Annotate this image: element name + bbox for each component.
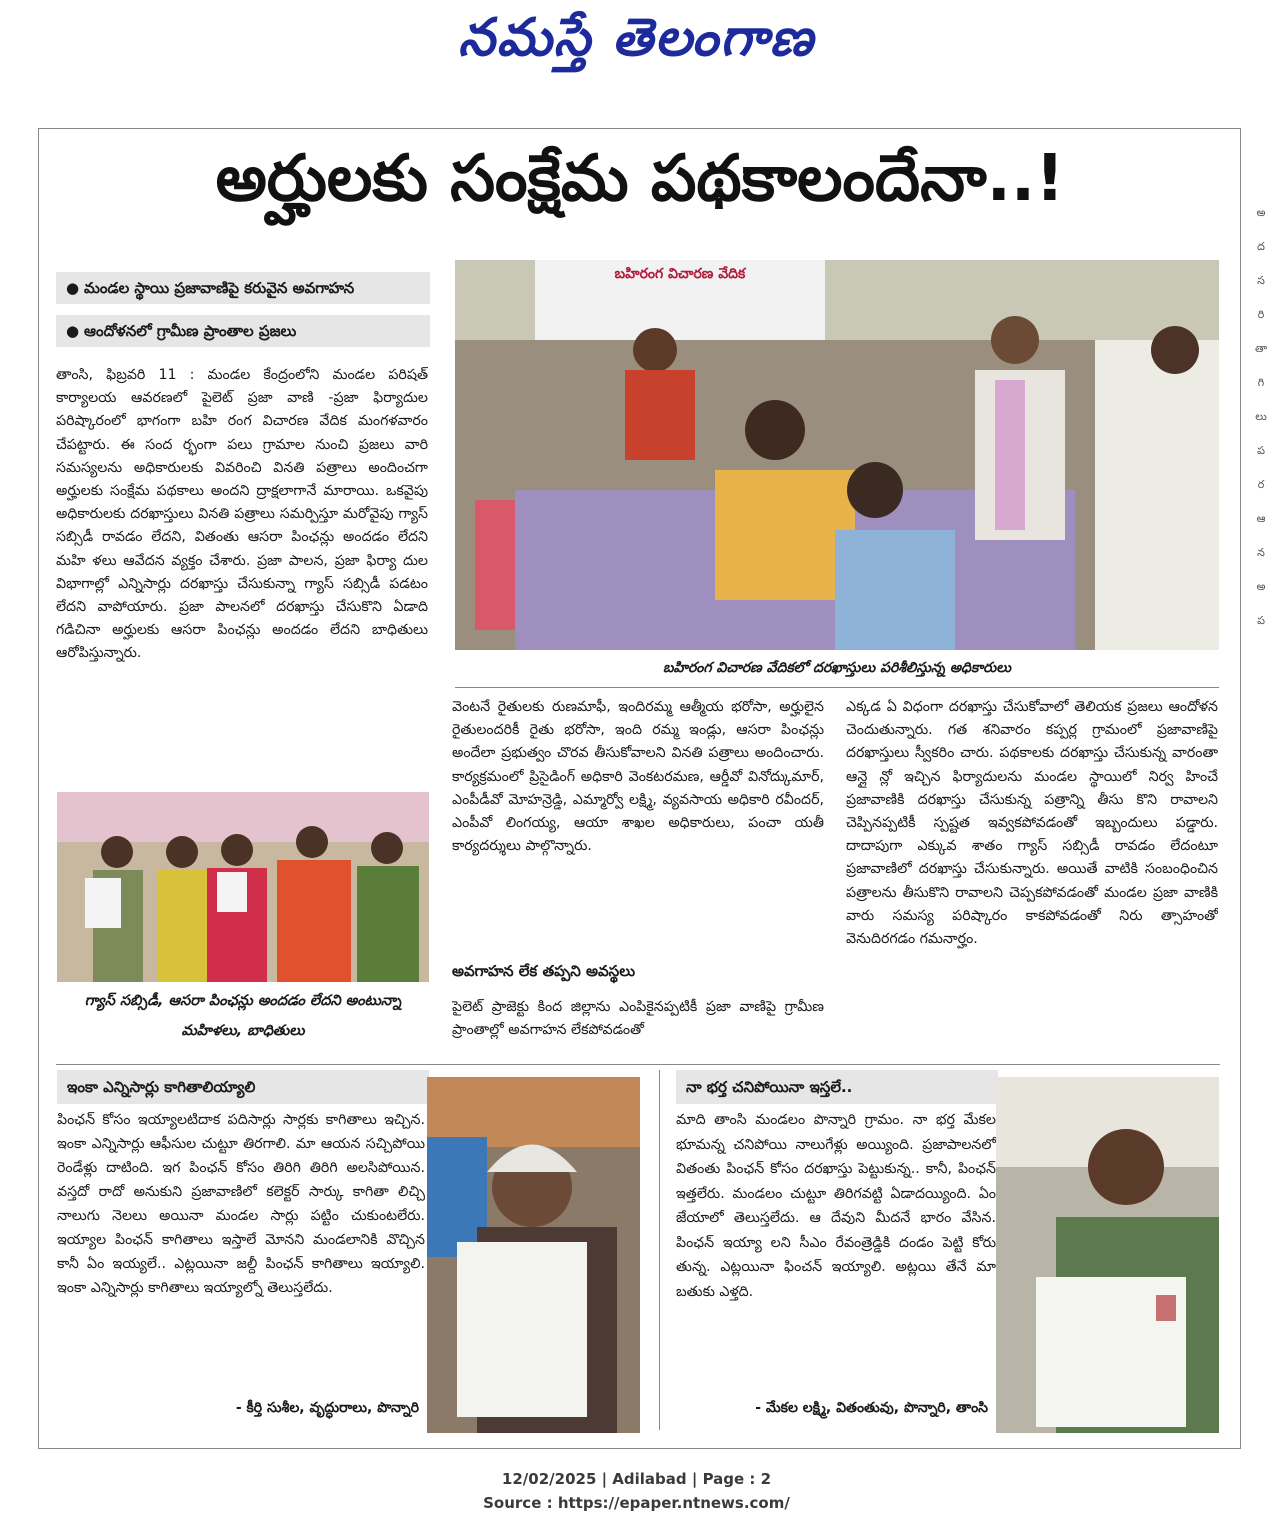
bottom-border bbox=[38, 1448, 1241, 1449]
newspaper-masthead: నమస్తే తెలంగాణ bbox=[458, 8, 815, 68]
main-photo-caption: బహిరంగ విచారణ వేదికలో దరఖాస్తులు పరిశీలిస్తున్న అధికారులు bbox=[663, 660, 1011, 676]
event-banner: బహిరంగ విచారణ వేదిక bbox=[614, 266, 746, 282]
main-photo bbox=[455, 260, 1219, 650]
box2-body: మాది తాంసి మండలం పొన్నారి గ్రామం. నా భర్త మేకల భూమన్న చనిపోయి నాలుగేళ్లు అయ్యింది. ప్రజాపాలనలో వితంతు పింఛన్ కోసం దరఖాస్తు పెట్టుకున్న.. కానీ, పింఛన్ ఇత్తలేరు. మండలం చుట్టూ తిరిగవట్టి ఏడాదయ్యింది. ఏం జేయాలో తెలుస్తలేదు. ఆ దేవుని మీదనే భారం వేసిన. పింఛన్ ఇయ్యా లని సీఎం రేవంత్రెడ్డికి దండం పెట్టి కోరు తున్న. ఎట్లయినా ఫించన్ ఇయ్యాలి. అట్లయి తేనే మా బతుకు ఎళ్తది. bbox=[676, 1112, 996, 1300]
bullet-icon: ● bbox=[66, 279, 80, 297]
right-border bbox=[1240, 128, 1241, 1448]
women-photo-caption: గ్యాస్ సబ్సిడీ, ఆసరా పింఛన్లు అందడం లేదని అంటున్నా మహిళలు, బాధితులు bbox=[84, 993, 402, 1039]
top-border bbox=[38, 128, 1241, 129]
footer-source-link[interactable]: Source : https://epaper.ntnews.com/ bbox=[483, 1494, 790, 1512]
subhead-1: ● మండల స్థాయి ప్రజావాణిపై కరువైన అవగాహన bbox=[56, 272, 430, 304]
elderly-woman-photo bbox=[427, 1077, 640, 1433]
box1-body: పింఛన్ కోసం ఇయ్యాలటిదాక పదిసార్లు సార్లకు కాగితాలు ఇచ్చిన. ఇంకా ఎన్నిసార్లు ఆఫీసుల చుట్టూ తిరగాలి. మా ఆయన సచ్చిపోయి రెండేళ్లు దాటింది. ఇగ పింఛన్ కోసం తిరిగి తిరిగి అలసిపోయిన. వస్తదో రాదో అనుకుని ప్రజావాణిలో కలెక్టర్ సార్కు కాగితా లిచ్చి నాలుగు నెలలు అయినా మండల సార్లు పట్టిం చుకుంటలేరు. ఇయ్యాల పింఛన్ కాగితాలు ఇస్తాలే మోనని మండలానికి వొచ్చిన కానీ ఏం ఇయ్యలే.. ఎట్లయినా జల్దీ పింఛన్ కాగితాలు ఇయ్యాలి. ఇంకా ఎన్నిసార్లు కాగితాలు ఇయ్యాల్నో తెలుస్తలేదు. bbox=[57, 1112, 425, 1296]
widow-photo bbox=[996, 1077, 1219, 1433]
adjacent-article-edge: అ ద స రి తా గి లు ప ర ఆ న అ ప bbox=[1254, 206, 1268, 627]
footer-date-edition: 12/02/2025 | Adilabad | Page : 2 bbox=[501, 1470, 772, 1488]
col2-subheading: అవగాహన లేక తప్పని అవస్థలు bbox=[452, 962, 636, 980]
box1-signature: - కీర్తి సుశీల, వృద్ధురాలు, పొన్నారి bbox=[235, 1400, 419, 1416]
left-border bbox=[38, 128, 39, 1448]
subhead-2: ● ఆందోళనలో గ్రామీణ ప్రాంతాల ప్రజలు bbox=[56, 315, 430, 347]
women-photo bbox=[57, 792, 429, 982]
article-body-col3: ఎక్కడ ఏ విధంగా దరఖాస్తు చేసుకోవాలో తెలియక ప్రజలు ఆందోళన చెందుతున్నారు. గత శనివారం కప్పర్ల గ్రామంలో ప్రజావాణిపై దరఖాస్తులు స్వీకరిం చారు. పథకాలకు దరఖాస్తు చేసుకున్న వారంతా ఆన్లై న్లో ఇచ్చిన ఫిర్యాదులను మండల స్థాయిలో నిర్వ హించే ప్రజావాణికి దరఖాస్తు చేసుకున్న పత్రాన్ని తీసు కొని రావాలని చెప్పినప్పటికీ స్పష్టత ఇవ్వకపోవడంతో ఇబ్బందులు పడ్డారు. దాదాపుగా ఎక్కువ శాతం గ్యాస్ సబ్సిడీ రావడం లేదంటూ ప్రజావాణిలో దరఖాస్తు చేసుకున్నారు. అయితే వాటికి సంబంధించిన పత్రాలను తీసుకొని రావాలని చెప్పకపోవడంతో మండల ప్రజా వాణికి వారు సమస్య పరిష్కారం కాకపోవడంతో నిరు త్సాహంతో వెనుదిరగడం గమనార్హం. bbox=[846, 699, 1218, 948]
article-body-col2: వెంటనే రైతులకు రుణమాఫీ, ఇందిరమ్మ ఆత్మీయ భరోసా, అర్హులైన రైతులందరికీ రైతు భరోసా, ఇంది రమ్మ ఇండ్లు, ఆసరా పింఛన్లు అందేలా ప్రభుత్వం చొరవ తీసుకోవాలని వినతి పత్రాలు అందించారు. కార్యక్రమంలో ప్రిసైడింగ్ అధికారి వెంకటరమణ, ఆర్డీవో వినోద్కుమార్, ఎంపీడీవో మోహన్రెడ్డి, ఎమ్మార్వో లక్ష్మి, వ్యవసాయ అధికారి రవీందర్, ఎంపీవో లింగయ్య, ఆయా శాఖల అధికారులు, పంచా యతీ కార్యదర్శులు పాల్గొన్నారు. bbox=[452, 699, 824, 855]
box1-heading: ఇంకా ఎన్నిసార్లు కాగితాలియ్యాలి bbox=[57, 1070, 429, 1104]
section-divider bbox=[56, 1064, 1220, 1065]
article-body-col2-cont: పైలెట్ ప్రాజెక్టు కింద జిల్లాను ఎంపికైనప్పటికీ ప్రజా వాణిపై గ్రామీణ ప్రాంతాల్లో అవగాహన లేకపోవడంతో bbox=[452, 999, 824, 1039]
caption-divider bbox=[455, 687, 1219, 688]
box-divider bbox=[659, 1070, 660, 1430]
box2-heading: నా భర్త చనిపోయినా ఇస్తలే.. bbox=[676, 1070, 998, 1104]
article-headline: అర్హులకు సంక్షేమ పథకాలందేనా..! bbox=[215, 142, 1065, 216]
bullet-icon: ● bbox=[66, 322, 80, 340]
box2-signature: - మేకల లక్ష్మి, వితంతువు, పొన్నారి, తాంసి bbox=[755, 1400, 988, 1416]
article-body-col1: తాంసి, ఫిబ్రవరి 11 : మండల కేంద్రంలోని మండల పరిషత్ కార్యాలయ ఆవరణలో పైలెట్ ప్రజా వాణి -ప్రజా ఫిర్యాదుల పరిష్కారంలో భాగంగా బహి రంగ విచారణ వేదిక మంగళవారం చేపట్టారు. ఈ సంద ర్భంగా పలు గ్రామాల నుంచి ప్రజలు వారి సమస్యలను అధికారులకు వివరించి వినతి పత్రాలు అందించగా అర్హులకు సంక్షేమ పథకాలు అందని ద్రాక్షలాగానే మారాయి. ఒకవైపు అధికారులకు దరఖాస్తులు వినతి పత్రాలు సమర్పిస్తూ మరోవైపు గ్యాస్ సబ్సిడీ రావడం లేదని, వితంతు ఆసరా పింఛన్లు అందడం లేదని మహి ళలు ఆవేదన వ్యక్తం చేశారు. ప్రజా పాలన, ప్రజా ఫిర్యా దుల విభాగాల్లో ఎన్నిసార్లు దరఖాస్తు చేసుకున్నా గ్యాస్ సబ్సిడీ పడటం లేదని వాపోయారు. ప్రజా పాలనలో దరఖాస్తు చేసుకొని ఏడాది గడిచినా అర్హులకు ఆసరా పింఛన్లు అందడం లేదని బాధితులు ఆరోపిస్తున్నారు. bbox=[56, 367, 428, 662]
